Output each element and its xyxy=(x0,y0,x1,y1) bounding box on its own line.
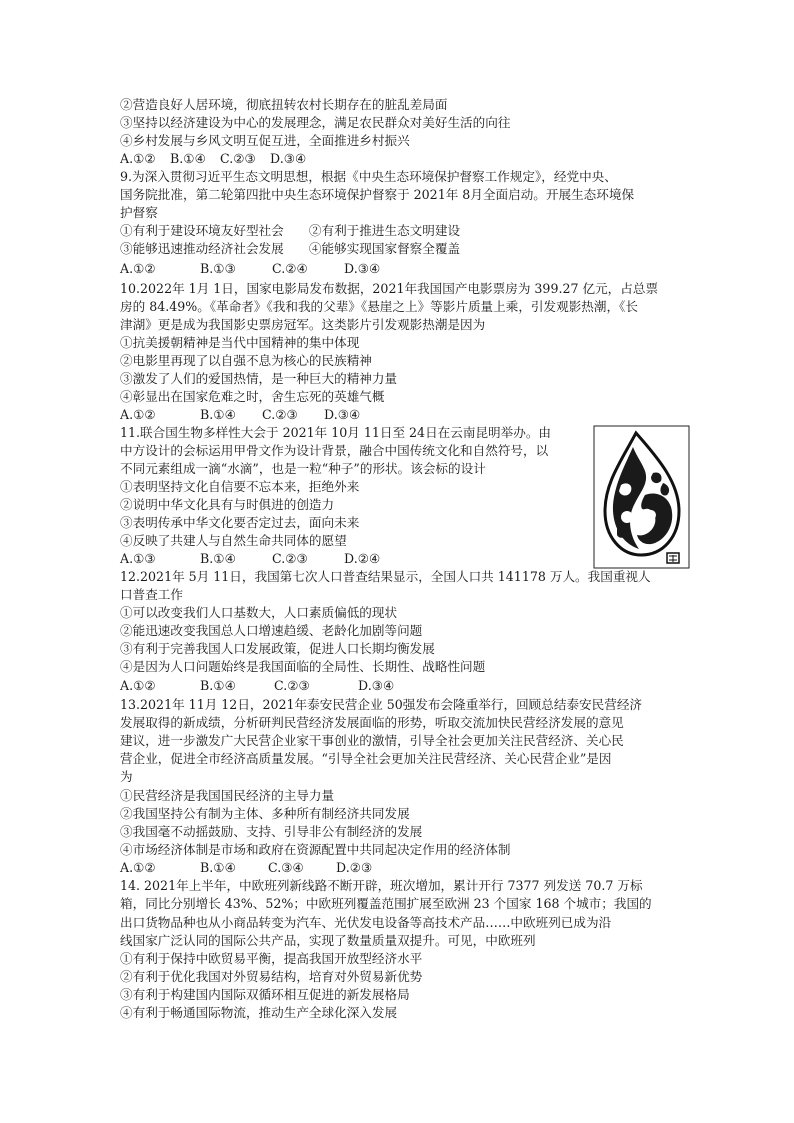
q11-options xyxy=(120,550,380,568)
q10-option-b: B.①④ xyxy=(200,407,236,422)
q12-statement-4: ④是因为人口问题始终是我国面临的全局性、长期性、战略性问题 xyxy=(120,659,486,674)
q10-stem-line: 房的 84.49%。《革命者》《我和我的父辈》《悬崖之上》等影片质量上乘，引发观影热潮，《长 xyxy=(120,299,638,314)
q14-statement-1: ①有利于保持中欧贸易平衡，提高我国开放型经济水平 xyxy=(120,951,423,966)
q11-statement-3: ③表明传承中华文化要否定过去，面向未来 xyxy=(120,515,360,530)
q8-statement-4: ④乡村发展与乡风文明互促互进，全面推进乡村振兴 xyxy=(120,133,410,148)
q14-statement-3: ③有利于构建国内国际双循环相互促进的新发展格局 xyxy=(120,987,410,1002)
q8-option-a: A.①② xyxy=(120,151,156,166)
q9-stem-line: 国务院批准，第二轮第四批中央生态环境保护督察于 2021年 8月全面启动。开展生态环境保 xyxy=(120,187,635,202)
q13-option-b: B.①④ xyxy=(200,860,236,875)
q13-stem-line: 营企业，促进全市经济高质量发展。“引导全社会更加关注民营经济、关心民营企业”是因 xyxy=(120,751,612,766)
q12-statement-1: ①可以改变我们人口基数大，人口素质偏低的现状 xyxy=(120,605,398,620)
q10-statement-4: ④彰显出在国家危难之时，舍生忘死的英雄气概 xyxy=(120,389,385,404)
q11-stem-line: 不同元素组成一滴“水滴”，也是一粒“种子”的形状。该会标的设计 xyxy=(120,461,486,476)
biodiversity-conference-logo-icon xyxy=(593,425,690,569)
q13-statement-3: ③我国毫不动摇鼓励、支持、引导非公有制经济的发展 xyxy=(120,824,423,839)
q14-stem-line: 出口货物品种也从小商品转变为汽车、光伏发电设备等高技术产品……中欧班列已成为沿 xyxy=(120,915,612,930)
q9-option-b: B.①③ xyxy=(200,261,236,276)
q11-option-b: B.①④ xyxy=(200,551,236,566)
q12-option-a: A.①② xyxy=(120,678,156,693)
q8-option-c: C.②③ xyxy=(220,151,256,166)
q12-option-b: B.①④ xyxy=(200,678,236,693)
q13-statement-1: ①民营经济是我国国民经济的主导力量 xyxy=(120,788,335,803)
q10-stem-line: 津湖》更是成为我国影史票房冠军。这类影片引发观影热潮是因为 xyxy=(120,317,486,332)
q13-statement-2: ②我国坚持公有制为主体、多种所有制经济共同发展 xyxy=(120,806,410,821)
q8-options xyxy=(120,150,306,168)
q11-statement-2: ②说明中华文化具有与时俱进的创造力 xyxy=(120,497,335,512)
q13-stem-line: 发展取得的新成绩，分析研判民营经济发展面临的形势，听取交流加快民营经济发展的意见 xyxy=(120,715,624,730)
q13-option-a: A.①② xyxy=(120,860,156,875)
q9-option-d: D.③④ xyxy=(344,261,381,276)
q14-statement-2: ②有利于优化我国对外贸易结构，培育对外贸易新优势 xyxy=(120,969,423,984)
q13-stem-line: 为 xyxy=(120,769,133,784)
q8-option-d: D.③④ xyxy=(270,151,307,166)
q10-option-c: C.②③ xyxy=(262,407,298,422)
q12-option-d: D.③④ xyxy=(358,678,395,693)
q13-stem-line: 建议，进一步激发广大民营企业家干事创业的激情，引导全社会更加关注民营经济、关心民 xyxy=(120,733,624,748)
q8-statement-3: ③坚持以经济建设为中心的发展理念，满足农民群众对美好生活的向往 xyxy=(120,115,511,130)
q13-option-d: D.②③ xyxy=(336,860,373,875)
q10-statement-1: ①抗美援朝精神是当代中国精神的集中体现 xyxy=(120,335,360,350)
q11-option-c: C.②③ xyxy=(272,551,308,566)
q9-stem-line: 9.为深入贯彻习近平生态文明思想，根据《中央生态环境保护督察工作规定》，经党中央、 xyxy=(120,169,617,184)
q13-option-c: C.③④ xyxy=(268,860,304,875)
q11-option-a: A.①③ xyxy=(120,551,156,566)
q9-option-c: C.②④ xyxy=(272,261,308,276)
q8-option-b: B.①④ xyxy=(170,151,206,166)
q12-option-c: C.②③ xyxy=(274,678,310,693)
q12-options xyxy=(120,677,394,695)
q13-statement-4: ④市场经济体制是市场和政府在资源配置中共同起决定作用的经济体制 xyxy=(120,842,511,857)
q11-stem-line: 中方设计的会标运用甲骨文作为设计背景，融合中国传统文化和自然符号，以 xyxy=(120,443,549,458)
q12-statement-3: ③有利于完善我国人口发展政策，促进人口长期均衡发展 xyxy=(120,641,435,656)
q10-statement-2: ②电影里再现了以自强不息为核心的民族精神 xyxy=(120,353,372,368)
q9-statements-3-4: ③能够迅速推动经济社会发展 ④能够实现国家督察全覆盖 xyxy=(120,241,461,256)
q9-stem-line: 护督察 xyxy=(120,205,158,220)
q12-stem-line: 12.2021年 5月 11日，我国第七次人口普查结果显示，全国人口共 141178 万人。我国重视人 xyxy=(120,569,651,584)
q11-statement-4: ④反映了共建人与自然生命共同体的愿望 xyxy=(120,533,347,548)
q14-statement-4: ④有利于畅通国际物流，推动生产全球化深入发展 xyxy=(120,1005,398,1020)
q10-stem-line: 10.2022年 1月 1日，国家电影局发布数据，2021年我国国产电影票房为 399.27 亿元，占总票 xyxy=(120,281,659,296)
q11-option-d: D.②④ xyxy=(344,551,381,566)
q9-statements-1-2: ①有利于建设环境友好型社会 ②有利于推进生态文明建设 xyxy=(120,223,461,238)
q11-statement-1: ①表明坚持文化自信要不忘本来，拒绝外来 xyxy=(120,479,360,494)
q10-option-a: A.①② xyxy=(120,407,156,422)
q10-options xyxy=(120,406,360,424)
q14-stem-line: 14. 2021年上半年，中欧班列新线路不断开辟，班次增加，累计开行 7377 列发送 70.7 万标 xyxy=(120,878,643,893)
q13-options xyxy=(120,859,372,877)
q11-stem-line: 11.联合国生物多样性大会于 2021年 10月 11日至 24日在云南昆明举办。由 xyxy=(120,425,552,440)
q8-statement-2: ②营造良好人居环境，彻底扭转农村长期存在的脏乱差局面 xyxy=(120,97,448,112)
q9-options xyxy=(120,260,380,278)
q10-statement-3: ③激发了人们的爱国热情，是一种巨大的精神力量 xyxy=(120,371,398,386)
q12-stem-line: 口普查工作 xyxy=(120,587,183,602)
q14-stem-line: 箱，同比分别增长 43%、52%；中欧班列覆盖范围扩展至欧洲 23 个国家 168 个城市；我国的 xyxy=(120,896,652,911)
q12-statement-2: ②能迅速改变我国总人口增速趋缓、老龄化加剧等问题 xyxy=(120,623,423,638)
q13-stem-line: 13.2021年 11月 12日，2021年泰安民营企业 50强发布会隆重举行，回顾总结泰安民营经济 xyxy=(120,697,643,712)
q9-option-a: A.①② xyxy=(120,261,156,276)
q10-option-d: D.③④ xyxy=(324,407,361,422)
q14-stem-line: 线国家广泛认同的国际公共产品，实现了数量质量双提升。可见，中欧班列 xyxy=(120,933,536,948)
